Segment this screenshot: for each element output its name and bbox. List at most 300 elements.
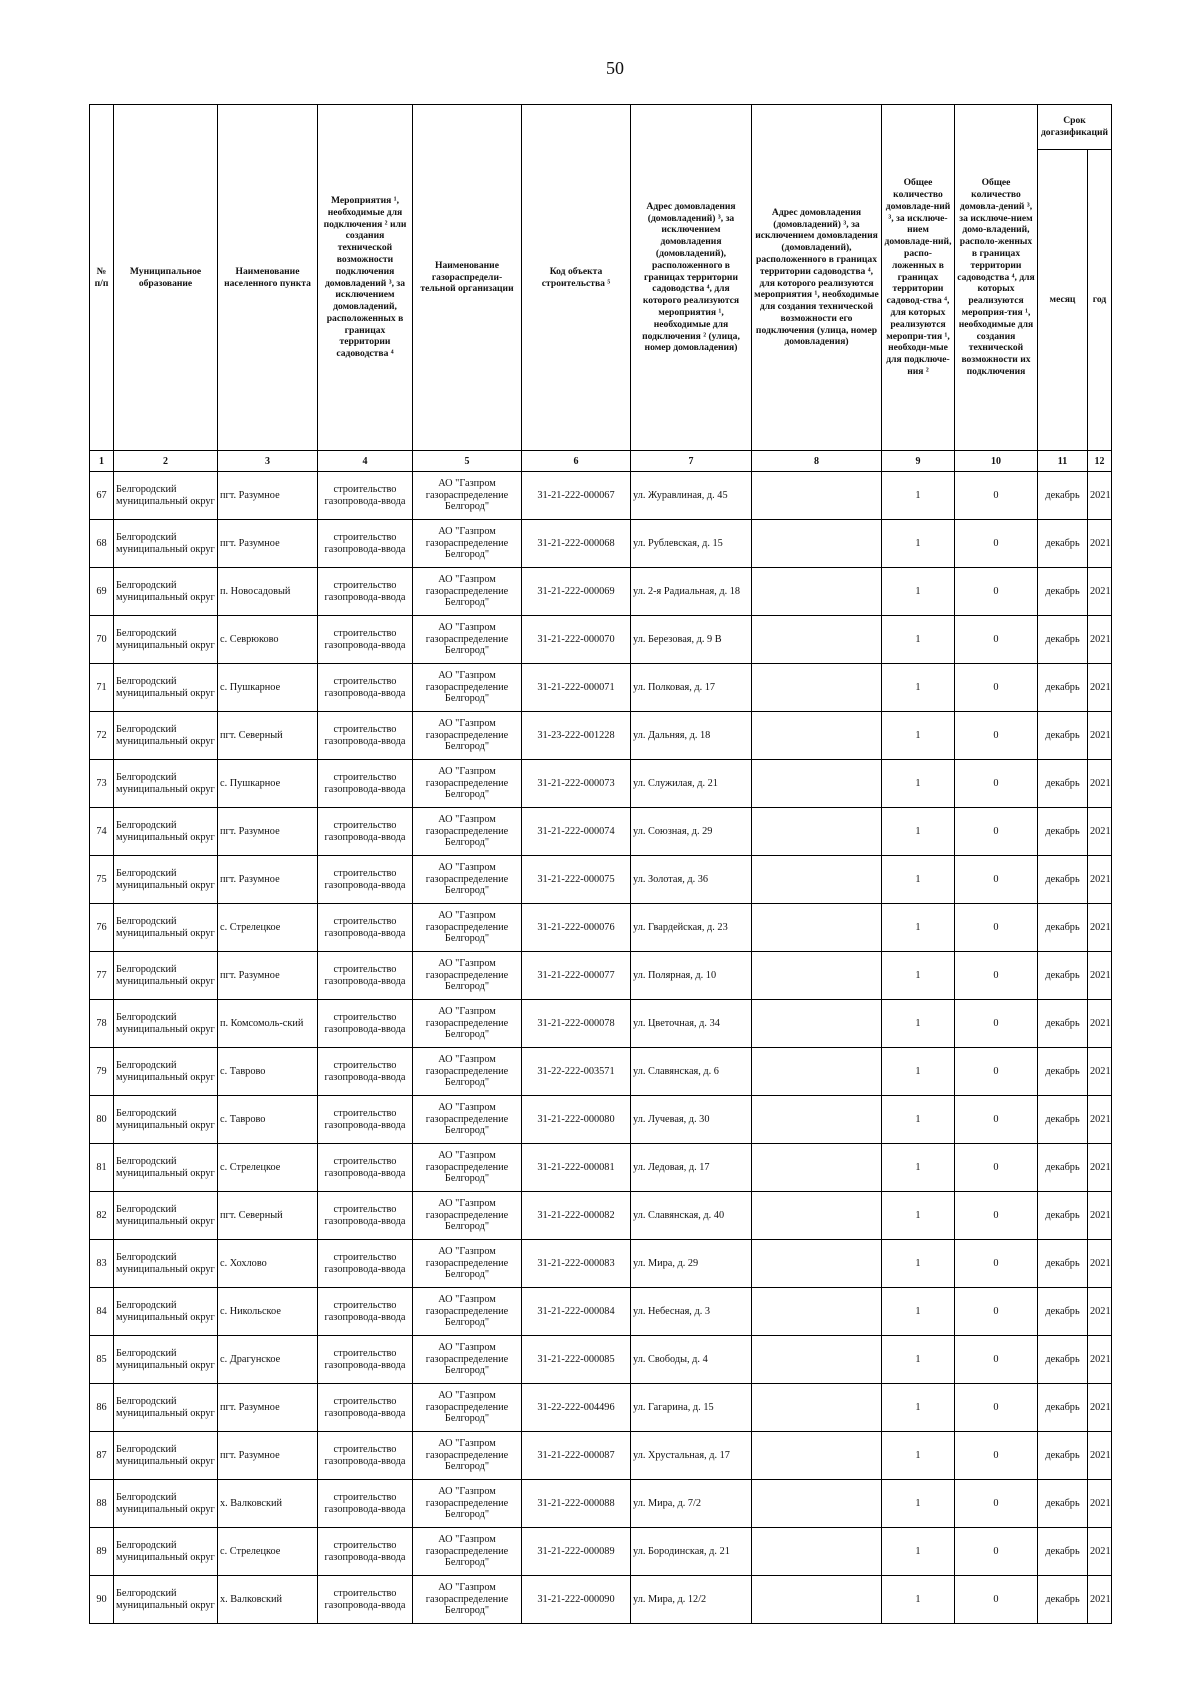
row-number: 77 xyxy=(90,952,114,1000)
address-cell: ул. Хрустальная, д. 17 xyxy=(631,1432,752,1480)
count-technical-cell: 0 xyxy=(955,1048,1038,1096)
address-technical-cell xyxy=(752,472,882,520)
row-number: 71 xyxy=(90,664,114,712)
row-number: 90 xyxy=(90,1576,114,1624)
count-technical-cell: 0 xyxy=(955,472,1038,520)
address-cell: ул. Небесная, д. 3 xyxy=(631,1288,752,1336)
count-technical-cell: 0 xyxy=(955,1336,1038,1384)
settlement-cell: с. Таврово xyxy=(218,1048,318,1096)
measure-cell: строительство газопровода-ввода xyxy=(318,1192,413,1240)
address-technical-cell xyxy=(752,568,882,616)
table-row xyxy=(90,1096,1112,1144)
address-technical-cell xyxy=(752,1528,882,1576)
organization-cell: АО "Газпром газораспределение Белгород" xyxy=(413,1528,522,1576)
year-cell: 2021 xyxy=(1088,1576,1112,1624)
month-cell: декабрь xyxy=(1038,1480,1088,1528)
row-number: 69 xyxy=(90,568,114,616)
month-cell: декабрь xyxy=(1038,904,1088,952)
month-cell: декабрь xyxy=(1038,1336,1088,1384)
object-code-cell: 31-21-222-000084 xyxy=(522,1288,631,1336)
count-connection-cell: 1 xyxy=(882,712,955,760)
count-technical-cell: 0 xyxy=(955,856,1038,904)
table-row xyxy=(90,1528,1112,1576)
organization-cell: АО "Газпром газораспределение Белгород" xyxy=(413,1336,522,1384)
address-technical-cell xyxy=(752,904,882,952)
measure-cell: строительство газопровода-ввода xyxy=(318,1576,413,1624)
row-number: 68 xyxy=(90,520,114,568)
municipality-cell: Белгородский муниципальный округ xyxy=(114,904,218,952)
organization-cell: АО "Газпром газораспределение Белгород" xyxy=(413,760,522,808)
organization-cell: АО "Газпром газораспределение Белгород" xyxy=(413,1000,522,1048)
header-settlement: Наименование населенного пункта xyxy=(218,105,318,451)
month-cell: декабрь xyxy=(1038,1528,1088,1576)
object-code-cell: 31-23-222-001228 xyxy=(522,712,631,760)
address-cell: ул. Свободы, д. 4 xyxy=(631,1336,752,1384)
object-code-cell: 31-21-222-000070 xyxy=(522,616,631,664)
row-number: 84 xyxy=(90,1288,114,1336)
organization-cell: АО "Газпром газораспределение Белгород" xyxy=(413,472,522,520)
settlement-cell: пгт. Разумное xyxy=(218,1432,318,1480)
month-cell: декабрь xyxy=(1038,1048,1088,1096)
year-cell: 2021 xyxy=(1088,1000,1112,1048)
settlement-cell: с. Никольское xyxy=(218,1288,318,1336)
year-cell: 2021 xyxy=(1088,952,1112,1000)
table-row xyxy=(90,1384,1112,1432)
count-connection-cell: 1 xyxy=(882,568,955,616)
address-cell: ул. Полковая, д. 17 xyxy=(631,664,752,712)
address-cell: ул. Рублевская, д. 15 xyxy=(631,520,752,568)
count-connection-cell: 1 xyxy=(882,952,955,1000)
row-number: 87 xyxy=(90,1432,114,1480)
settlement-cell: с. Хохлово xyxy=(218,1240,318,1288)
table-row xyxy=(90,1288,1112,1336)
page-number: 50 xyxy=(606,58,624,78)
object-code-cell: 31-21-222-000082 xyxy=(522,1192,631,1240)
header-object-code: Код объекта строительства ⁵ xyxy=(522,105,631,451)
table-row xyxy=(90,760,1112,808)
row-number: 81 xyxy=(90,1144,114,1192)
year-cell: 2021 xyxy=(1088,1144,1112,1192)
address-cell: ул. Мира, д. 7/2 xyxy=(631,1480,752,1528)
object-code-cell: 31-21-222-000087 xyxy=(522,1432,631,1480)
object-code-cell: 31-21-222-000074 xyxy=(522,808,631,856)
address-technical-cell xyxy=(752,1288,882,1336)
count-technical-cell: 0 xyxy=(955,1000,1038,1048)
measure-cell: строительство газопровода-ввода xyxy=(318,472,413,520)
count-connection-cell: 1 xyxy=(882,1144,955,1192)
object-code-cell: 31-21-222-000080 xyxy=(522,1096,631,1144)
object-code-cell: 31-21-222-000088 xyxy=(522,1480,631,1528)
settlement-cell: пгт. Разумное xyxy=(218,856,318,904)
municipality-cell: Белгородский муниципальный округ xyxy=(114,1288,218,1336)
organization-cell: АО "Газпром газораспределение Белгород" xyxy=(413,856,522,904)
count-connection-cell: 1 xyxy=(882,1576,955,1624)
year-cell: 2021 xyxy=(1088,1192,1112,1240)
settlement-cell: пгт. Северный xyxy=(218,712,318,760)
address-technical-cell xyxy=(752,1000,882,1048)
table-row xyxy=(90,472,1112,520)
address-technical-cell xyxy=(752,1384,882,1432)
address-cell: ул. Дальняя, д. 18 xyxy=(631,712,752,760)
measure-cell: строительство газопровода-ввода xyxy=(318,1144,413,1192)
municipality-cell: Белгородский муниципальный округ xyxy=(114,472,218,520)
column-number: 11 xyxy=(1038,451,1088,472)
address-technical-cell xyxy=(752,1240,882,1288)
table-row xyxy=(90,1000,1112,1048)
row-number: 83 xyxy=(90,1240,114,1288)
row-number: 72 xyxy=(90,712,114,760)
address-technical-cell xyxy=(752,1144,882,1192)
month-cell: декабрь xyxy=(1038,616,1088,664)
address-cell: ул. Мира, д. 12/2 xyxy=(631,1576,752,1624)
settlement-cell: с. Стрелецкое xyxy=(218,904,318,952)
measure-cell: строительство газопровода-ввода xyxy=(318,1384,413,1432)
year-cell: 2021 xyxy=(1088,856,1112,904)
count-technical-cell: 0 xyxy=(955,1384,1038,1432)
count-connection-cell: 1 xyxy=(882,1288,955,1336)
municipality-cell: Белгородский муниципальный округ xyxy=(114,616,218,664)
count-technical-cell: 0 xyxy=(955,760,1038,808)
month-cell: декабрь xyxy=(1038,520,1088,568)
address-technical-cell xyxy=(752,616,882,664)
municipality-cell: Белгородский муниципальный округ xyxy=(114,664,218,712)
address-cell: ул. Служилая, д. 21 xyxy=(631,760,752,808)
row-number: 82 xyxy=(90,1192,114,1240)
organization-cell: АО "Газпром газораспределение Белгород" xyxy=(413,1384,522,1432)
row-number: 73 xyxy=(90,760,114,808)
object-code-cell: 31-21-222-000085 xyxy=(522,1336,631,1384)
organization-cell: АО "Газпром газораспределение Белгород" xyxy=(413,616,522,664)
count-technical-cell: 0 xyxy=(955,1240,1038,1288)
count-technical-cell: 0 xyxy=(955,1288,1038,1336)
count-connection-cell: 1 xyxy=(882,1528,955,1576)
measure-cell: строительство газопровода-ввода xyxy=(318,712,413,760)
year-cell: 2021 xyxy=(1088,520,1112,568)
count-connection-cell: 1 xyxy=(882,1384,955,1432)
settlement-cell: с. Севрюково xyxy=(218,616,318,664)
count-technical-cell: 0 xyxy=(955,520,1038,568)
object-code-cell: 31-21-222-000077 xyxy=(522,952,631,1000)
count-connection-cell: 1 xyxy=(882,1480,955,1528)
table-row xyxy=(90,1192,1112,1240)
table-row xyxy=(90,1048,1112,1096)
table-row xyxy=(90,856,1112,904)
table-row xyxy=(90,1240,1112,1288)
table-header xyxy=(90,105,1112,472)
organization-cell: АО "Газпром газораспределение Белгород" xyxy=(413,1480,522,1528)
column-number: 3 xyxy=(218,451,318,472)
organization-cell: АО "Газпром газораспределение Белгород" xyxy=(413,1192,522,1240)
measure-cell: строительство газопровода-ввода xyxy=(318,1432,413,1480)
header-address-connection: Адрес домовладения (домовладений) ³, за исключением домовладения (домовладений), расположенного в границах территории садоводства ⁴, для которого реализуются мероприятия ¹, необходимые для подключения ² (улица, номер домовладения) xyxy=(631,105,752,451)
table-body xyxy=(90,472,1112,1624)
address-cell: ул. Березовая, д. 9 В xyxy=(631,616,752,664)
address-cell: ул. Лучевая, д. 30 xyxy=(631,1096,752,1144)
month-cell: декабрь xyxy=(1038,1240,1088,1288)
count-technical-cell: 0 xyxy=(955,1528,1038,1576)
settlement-cell: пгт. Разумное xyxy=(218,952,318,1000)
column-number: 10 xyxy=(955,451,1038,472)
month-cell: декабрь xyxy=(1038,472,1088,520)
settlement-cell: с. Стрелецкое xyxy=(218,1144,318,1192)
column-number: 6 xyxy=(522,451,631,472)
organization-cell: АО "Газпром газораспределение Белгород" xyxy=(413,1240,522,1288)
municipality-cell: Белгородский муниципальный округ xyxy=(114,856,218,904)
measure-cell: строительство газопровода-ввода xyxy=(318,760,413,808)
column-number-row xyxy=(90,451,1112,472)
object-code-cell: 31-21-222-000076 xyxy=(522,904,631,952)
organization-cell: АО "Газпром газораспределение Белгород" xyxy=(413,1144,522,1192)
address-cell: ул. Гвардейская, д. 23 xyxy=(631,904,752,952)
month-cell: декабрь xyxy=(1038,1000,1088,1048)
municipality-cell: Белгородский муниципальный округ xyxy=(114,568,218,616)
settlement-cell: пгт. Разумное xyxy=(218,808,318,856)
address-cell: ул. Мира, д. 29 xyxy=(631,1240,752,1288)
count-technical-cell: 0 xyxy=(955,952,1038,1000)
header-month: месяц xyxy=(1038,150,1088,451)
organization-cell: АО "Газпром газораспределение Белгород" xyxy=(413,1432,522,1480)
municipality-cell: Белгородский муниципальный округ xyxy=(114,1240,218,1288)
table-row xyxy=(90,664,1112,712)
measure-cell: строительство газопровода-ввода xyxy=(318,1048,413,1096)
count-technical-cell: 0 xyxy=(955,1480,1038,1528)
object-code-cell: 31-21-222-000090 xyxy=(522,1576,631,1624)
measure-cell: строительство газопровода-ввода xyxy=(318,1336,413,1384)
count-technical-cell: 0 xyxy=(955,616,1038,664)
count-connection-cell: 1 xyxy=(882,1192,955,1240)
year-cell: 2021 xyxy=(1088,616,1112,664)
address-technical-cell xyxy=(752,856,882,904)
month-cell: декабрь xyxy=(1038,952,1088,1000)
row-number: 75 xyxy=(90,856,114,904)
count-technical-cell: 0 xyxy=(955,1432,1038,1480)
municipality-cell: Белгородский муниципальный округ xyxy=(114,1048,218,1096)
address-technical-cell xyxy=(752,1048,882,1096)
settlement-cell: х. Валковский xyxy=(218,1480,318,1528)
address-cell: ул. Золотая, д. 36 xyxy=(631,856,752,904)
address-technical-cell xyxy=(752,520,882,568)
year-cell: 2021 xyxy=(1088,760,1112,808)
year-cell: 2021 xyxy=(1088,1336,1112,1384)
organization-cell: АО "Газпром газораспределение Белгород" xyxy=(413,664,522,712)
row-number: 85 xyxy=(90,1336,114,1384)
year-cell: 2021 xyxy=(1088,1288,1112,1336)
count-technical-cell: 0 xyxy=(955,1192,1038,1240)
municipality-cell: Белгородский муниципальный округ xyxy=(114,1096,218,1144)
measure-cell: строительство газопровода-ввода xyxy=(318,1000,413,1048)
year-cell: 2021 xyxy=(1088,1432,1112,1480)
count-connection-cell: 1 xyxy=(882,856,955,904)
organization-cell: АО "Газпром газораспределение Белгород" xyxy=(413,808,522,856)
municipality-cell: Белгородский муниципальный округ xyxy=(114,1000,218,1048)
month-cell: декабрь xyxy=(1038,1288,1088,1336)
municipality-cell: Белгородский муниципальный округ xyxy=(114,952,218,1000)
measure-cell: строительство газопровода-ввода xyxy=(318,856,413,904)
object-code-cell: 31-21-222-000075 xyxy=(522,856,631,904)
count-connection-cell: 1 xyxy=(882,1240,955,1288)
count-connection-cell: 1 xyxy=(882,520,955,568)
header-deadline: Срок догазификаций xyxy=(1038,105,1112,150)
year-cell: 2021 xyxy=(1088,712,1112,760)
settlement-cell: х. Валковский xyxy=(218,1576,318,1624)
measure-cell: строительство газопровода-ввода xyxy=(318,568,413,616)
count-technical-cell: 0 xyxy=(955,904,1038,952)
organization-cell: АО "Газпром газораспределение Белгород" xyxy=(413,952,522,1000)
table-row xyxy=(90,952,1112,1000)
address-cell: ул. Журавлиная, д. 45 xyxy=(631,472,752,520)
measure-cell: строительство газопровода-ввода xyxy=(318,904,413,952)
column-number: 1 xyxy=(90,451,114,472)
object-code-cell: 31-22-222-003571 xyxy=(522,1048,631,1096)
row-number: 67 xyxy=(90,472,114,520)
table-row xyxy=(90,520,1112,568)
measure-cell: строительство газопровода-ввода xyxy=(318,664,413,712)
row-number: 89 xyxy=(90,1528,114,1576)
municipality-cell: Белгородский муниципальный округ xyxy=(114,808,218,856)
column-number: 9 xyxy=(882,451,955,472)
header-address-technical: Адрес домовладения (домовладений) ³, за исключением домовладения (домовладений), расположенного в границах территории садоводства ⁴, для которого реализуются мероприятия ¹, необходимые для создания технической возможности его подключения (улица, номер домовладения) xyxy=(752,105,882,451)
table-row xyxy=(90,712,1112,760)
column-number: 4 xyxy=(318,451,413,472)
column-number: 5 xyxy=(413,451,522,472)
address-technical-cell xyxy=(752,952,882,1000)
address-cell: ул. 2-я Радиальная, д. 18 xyxy=(631,568,752,616)
count-connection-cell: 1 xyxy=(882,1048,955,1096)
address-technical-cell xyxy=(752,1480,882,1528)
header-municipality: Муниципальное образование xyxy=(114,105,218,451)
measure-cell: строительство газопровода-ввода xyxy=(318,808,413,856)
row-number: 70 xyxy=(90,616,114,664)
table-row xyxy=(90,568,1112,616)
address-cell: ул. Гагарина, д. 15 xyxy=(631,1384,752,1432)
object-code-cell: 31-21-222-000071 xyxy=(522,664,631,712)
settlement-cell: с. Пушкарное xyxy=(218,760,318,808)
address-technical-cell xyxy=(752,1576,882,1624)
count-connection-cell: 1 xyxy=(882,904,955,952)
count-technical-cell: 0 xyxy=(955,1144,1038,1192)
header-count-technical: Общее количество домовла-дений ³, за исключе-нием домо-владений, располо-женных в границах территории садоводства ⁴, для которых реализуются мероприя-тия ¹, необходимые для создания технической возможности их подключения xyxy=(955,105,1038,451)
month-cell: декабрь xyxy=(1038,568,1088,616)
settlement-cell: с. Стрелецкое xyxy=(218,1528,318,1576)
municipality-cell: Белгородский муниципальный округ xyxy=(114,1432,218,1480)
column-number: 7 xyxy=(631,451,752,472)
row-number: 78 xyxy=(90,1000,114,1048)
year-cell: 2021 xyxy=(1088,1096,1112,1144)
address-technical-cell xyxy=(752,1096,882,1144)
municipality-cell: Белгородский муниципальный округ xyxy=(114,760,218,808)
year-cell: 2021 xyxy=(1088,664,1112,712)
organization-cell: АО "Газпром газораспределение Белгород" xyxy=(413,520,522,568)
measure-cell: строительство газопровода-ввода xyxy=(318,616,413,664)
settlement-cell: пгт. Северный xyxy=(218,1192,318,1240)
municipality-cell: Белгородский муниципальный округ xyxy=(114,1192,218,1240)
address-technical-cell xyxy=(752,760,882,808)
column-number: 12 xyxy=(1088,451,1112,472)
address-technical-cell xyxy=(752,712,882,760)
settlement-cell: п. Новосадовый xyxy=(218,568,318,616)
organization-cell: АО "Газпром газораспределение Белгород" xyxy=(413,712,522,760)
address-cell: ул. Цветочная, д. 34 xyxy=(631,1000,752,1048)
settlement-cell: с. Таврово xyxy=(218,1096,318,1144)
month-cell: декабрь xyxy=(1038,1144,1088,1192)
measure-cell: строительство газопровода-ввода xyxy=(318,1240,413,1288)
measure-cell: строительство газопровода-ввода xyxy=(318,1528,413,1576)
count-connection-cell: 1 xyxy=(882,1336,955,1384)
month-cell: декабрь xyxy=(1038,1576,1088,1624)
row-number: 86 xyxy=(90,1384,114,1432)
count-connection-cell: 1 xyxy=(882,616,955,664)
settlement-cell: п. Комсомоль-ский xyxy=(218,1000,318,1048)
table-row xyxy=(90,616,1112,664)
month-cell: декабрь xyxy=(1038,664,1088,712)
address-technical-cell xyxy=(752,1336,882,1384)
table-row xyxy=(90,904,1112,952)
municipality-cell: Белгородский муниципальный округ xyxy=(114,1144,218,1192)
count-technical-cell: 0 xyxy=(955,1096,1038,1144)
year-cell: 2021 xyxy=(1088,1528,1112,1576)
count-technical-cell: 0 xyxy=(955,808,1038,856)
measure-cell: строительство газопровода-ввода xyxy=(318,952,413,1000)
count-connection-cell: 1 xyxy=(882,472,955,520)
municipality-cell: Белгородский муниципальный округ xyxy=(114,1480,218,1528)
address-technical-cell xyxy=(752,1192,882,1240)
month-cell: декабрь xyxy=(1038,856,1088,904)
row-number: 88 xyxy=(90,1480,114,1528)
row-number: 79 xyxy=(90,1048,114,1096)
row-number: 80 xyxy=(90,1096,114,1144)
table-row xyxy=(90,808,1112,856)
column-number: 8 xyxy=(752,451,882,472)
row-number: 76 xyxy=(90,904,114,952)
settlement-cell: пгт. Разумное xyxy=(218,472,318,520)
table-row xyxy=(90,1144,1112,1192)
count-connection-cell: 1 xyxy=(882,1096,955,1144)
header-gas-organization: Наименование газораспредели-тельной организации xyxy=(413,105,522,451)
month-cell: декабрь xyxy=(1038,808,1088,856)
column-number: 2 xyxy=(114,451,218,472)
year-cell: 2021 xyxy=(1088,472,1112,520)
month-cell: декабрь xyxy=(1038,760,1088,808)
header-row-number: № п/п xyxy=(90,105,114,451)
header-count-connection: Общее количество домовладе-ний ³, за исключе-нием домовладе-ний, распо-ложенных в границах территории садовод-ства ⁴, для которых реализуются меропри-тия ¹, необходи-мые для подключе-ния ² xyxy=(882,105,955,451)
municipality-cell: Белгородский муниципальный округ xyxy=(114,1384,218,1432)
table-row xyxy=(90,1576,1112,1624)
year-cell: 2021 xyxy=(1088,1240,1112,1288)
year-cell: 2021 xyxy=(1088,808,1112,856)
count-technical-cell: 0 xyxy=(955,1576,1038,1624)
settlement-cell: с. Драгунское xyxy=(218,1336,318,1384)
object-code-cell: 31-21-222-000069 xyxy=(522,568,631,616)
address-cell: ул. Союзная, д. 29 xyxy=(631,808,752,856)
month-cell: декабрь xyxy=(1038,1192,1088,1240)
object-code-cell: 31-21-222-000073 xyxy=(522,760,631,808)
header-measures: Мероприятия ¹, необходимые для подключения ² или создания технической возможности подключения домовладений ³, за исключением домовладений, расположенных в границах территории садоводства ⁴ xyxy=(318,105,413,451)
organization-cell: АО "Газпром газораспределение Белгород" xyxy=(413,1048,522,1096)
count-technical-cell: 0 xyxy=(955,568,1038,616)
count-connection-cell: 1 xyxy=(882,808,955,856)
month-cell: декабрь xyxy=(1038,1096,1088,1144)
month-cell: декабрь xyxy=(1038,1384,1088,1432)
municipality-cell: Белгородский муниципальный округ xyxy=(114,1528,218,1576)
organization-cell: АО "Газпром газораспределение Белгород" xyxy=(413,1288,522,1336)
organization-cell: АО "Газпром газораспределение Белгород" xyxy=(413,568,522,616)
settlement-cell: с. Пушкарное xyxy=(218,664,318,712)
gasification-table xyxy=(89,104,1112,1624)
table-row xyxy=(90,1480,1112,1528)
object-code-cell: 31-21-222-000067 xyxy=(522,472,631,520)
object-code-cell: 31-21-222-000068 xyxy=(522,520,631,568)
address-technical-cell xyxy=(752,1432,882,1480)
